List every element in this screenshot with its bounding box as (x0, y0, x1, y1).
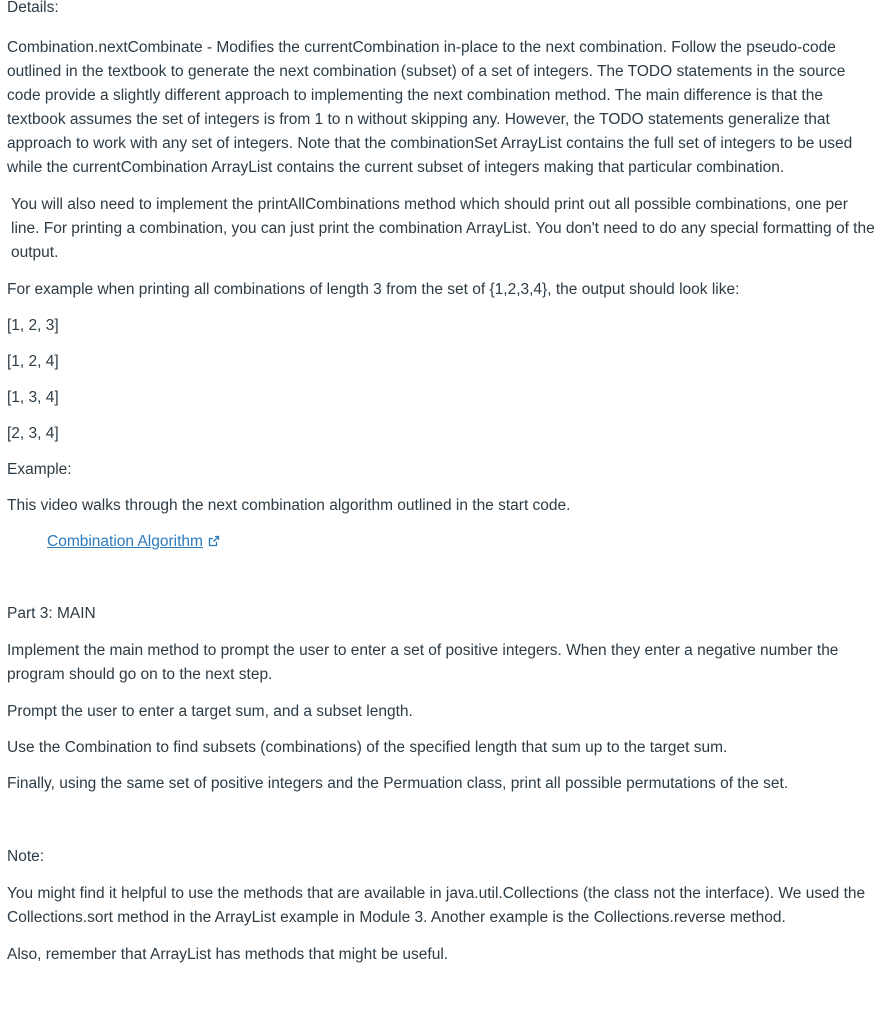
part3-paragraph-main-method: Implement the main method to prompt the user to enter a set of positive integers. When they enter a negative number the program should go on to the next step. (7, 642, 839, 683)
output-line: [1, 3, 4] (7, 389, 59, 406)
output-line: [1, 2, 3] (7, 317, 59, 334)
output-line: [1, 2, 4] (7, 353, 59, 370)
external-link-icon[interactable] (208, 535, 220, 547)
example-label: Example: (7, 461, 72, 478)
output-line: [2, 3, 4] (7, 425, 59, 442)
note-paragraph-collections: You might find it helpful to use the methods that are available in java.util.Collections (the class not the interface). We used the Collections.sort method in the ArrayList example in Module 3. Another example is the Collections.reverse method. (7, 885, 866, 926)
combination-algorithm-link[interactable]: Combination Algorithm (47, 533, 203, 550)
details-heading: Details: (7, 0, 59, 16)
video-link-row (7, 530, 876, 554)
note-heading: Note: (7, 848, 45, 865)
part3-heading: Part 3: MAIN (7, 605, 96, 622)
part3-paragraph-target-sum: Prompt the user to enter a target sum, and a subset length. (7, 703, 413, 720)
video-description: This video walks through the next combination algorithm outlined in the start code. (7, 497, 571, 514)
part3-paragraph-use-combination: Use the Combination to find subsets (combinations) of the specified length that sum up to the target sum. (7, 739, 728, 756)
part3-paragraph-permutations: Finally, using the same set of positive integers and the Permuation class, print all possible permutations of the set. (7, 775, 789, 792)
details-paragraph-next-combinate: Combination.nextCombinate - Modifies the currentCombination in-place to the next combination. Follow the pseudo-code outlined in the textbook to generate the next combination (subset) of a set of integers. The TODO statements in the source code provide a slightly different approach to implementing the next combination method. The main difference is that the textbook assumes the set of integers is from 1 to n without skipping any. However, the TODO statements generalize that approach to work with any set of integers. Note that the combinationSet ArrayList contains the full set of integers to be used while the currentCombination ArrayList contains the current subset of integers making that particular combination. (7, 39, 853, 176)
details-paragraph-print-all: You will also need to implement the printAllCombinations method which should print out all possible combinations, one per line. For printing a combination, you can just print the combination ArrayList. You don't need to do any special formatting of the output. (11, 196, 875, 261)
note-paragraph-arraylist: Also, remember that ArrayList has methods that might be useful. (7, 946, 449, 963)
details-paragraph-example-intro: For example when printing all combinations of length 3 from the set of {1,2,3,4}, the output should look like: (7, 281, 740, 298)
